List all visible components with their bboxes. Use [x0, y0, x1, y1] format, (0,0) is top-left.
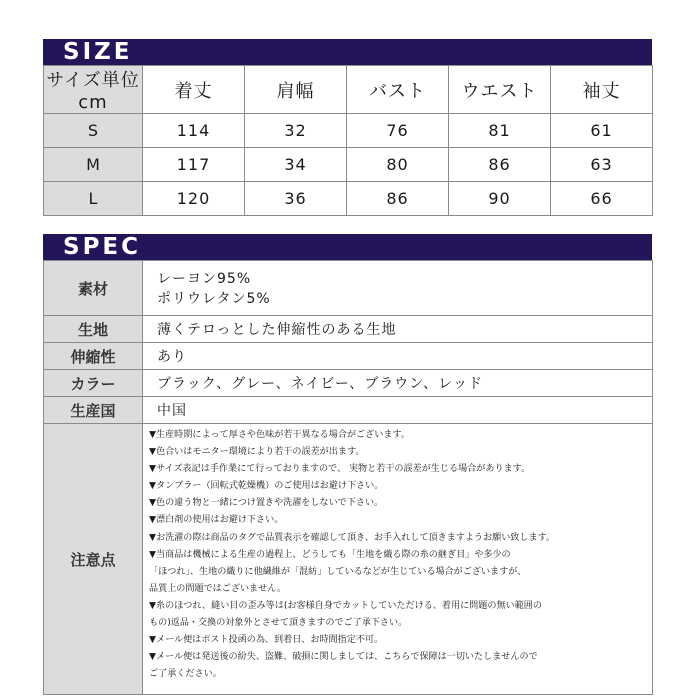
spec-label-material: 素材: [44, 261, 143, 316]
note-line: ▼漂白剤の使用はお避け下さい。: [149, 515, 284, 526]
spec-row-notes: [44, 424, 653, 695]
spec-label-stretch: 伸縮性: [44, 343, 143, 370]
spec-title: SPEC: [63, 234, 142, 260]
column-header-sleeve: 袖丈: [551, 66, 653, 114]
size-table: [43, 65, 653, 216]
size-label: L: [44, 182, 143, 216]
size-label: S: [44, 114, 143, 148]
spec-label-notes: 注意点: [44, 424, 143, 695]
size-title: SIZE: [63, 39, 133, 65]
size-row-l: [44, 182, 653, 216]
size-cell: 90: [449, 182, 551, 216]
spec-label-origin: 生産国: [44, 397, 143, 424]
size-cell: 66: [551, 182, 653, 216]
spec-value-color: ブラック、グレー、ネイビー、ブラウン、レッド: [143, 370, 653, 397]
note-line: ▼生産時期によって厚さや色味が若干異なる場合がございます。: [149, 430, 410, 440]
note-line: ▼色合いはモニター環境により若干の誤差が出ます。: [149, 447, 365, 458]
size-cell: 36: [245, 182, 347, 216]
size-unit-label: サイズ単位cm: [44, 66, 143, 114]
material-line: レーヨン95%: [157, 271, 252, 287]
spec-row-fabric: [44, 316, 653, 343]
column-header-length: 着丈: [143, 66, 245, 114]
note-line: 品質上の問題ではございません。: [149, 583, 286, 594]
spec-value-stretch: あり: [143, 343, 653, 370]
column-header-bust: バスト: [347, 66, 449, 114]
note-line: ▼メール便は発送後の紛失、盗難、破損に関しましては、こちらで保障は一切いたしませんので: [149, 652, 538, 663]
spec-row-origin: [44, 397, 653, 424]
size-cell: 117: [143, 148, 245, 182]
column-header-shoulder: 肩幅: [245, 66, 347, 114]
note-line: ▼糸のほつれ、縫い目の歪み等は(お客様自身でカットしていただける、着用に問題の無い範囲の: [149, 600, 542, 611]
note-line: ▼当商品は機械による生産の過程上、どうしても「生地を織る際の糸の継ぎ目」や多少の: [149, 549, 511, 560]
spec-value-fabric: 薄くテロっとした伸縮性のある生地: [143, 316, 653, 343]
size-row-s: [44, 114, 653, 148]
size-cell: 32: [245, 114, 347, 148]
size-cell: 86: [449, 148, 551, 182]
size-cell: 34: [245, 148, 347, 182]
size-row-m: [44, 148, 653, 182]
size-table-header-row: [44, 66, 653, 114]
spec-label-fabric: 生地: [44, 316, 143, 343]
column-header-waist: ウエスト: [449, 66, 551, 114]
size-cell: 63: [551, 148, 653, 182]
note-line: ▼色の違う物と一緒につけ置きや洗濯をしないで下さい。: [149, 498, 384, 509]
note-line: ▼メール便はポスト投函の為、到着日、お時間指定不可。: [149, 635, 384, 646]
note-line: ▼タンブラー（回転式乾燥機）のご使用はお避け下さい。: [149, 481, 384, 492]
material-line: ポリウレタン5%: [157, 291, 271, 307]
note-line: ▼サイズ表記は手作業にて行っておりますので、 実物と若干の誤差が生じる場合があります。: [149, 464, 531, 475]
note-line: 「ほつれ」、生地の織りに他繊維が「混紡」しているなどが生じている場合がございますが、: [149, 566, 527, 577]
size-label: M: [44, 148, 143, 182]
spec-row-color: [44, 370, 653, 397]
spec-table: [43, 260, 653, 695]
size-cell: 86: [347, 182, 449, 216]
size-cell: 80: [347, 148, 449, 182]
spec-value-notes: [143, 424, 653, 695]
size-cell: 120: [143, 182, 245, 216]
spec-header: [43, 234, 652, 260]
note-line: もの)返品・交換の対象外とさせて頂きますのでご了承下さい。: [149, 618, 408, 629]
spec-label-color: カラー: [44, 370, 143, 397]
spec-row-material: [44, 261, 653, 316]
size-cell: 76: [347, 114, 449, 148]
size-cell: 61: [551, 114, 653, 148]
note-line: ▼お洗濯の際は商品のタグで品質表示を確認して頂き、お手入れして頂きますようお願い致します。: [149, 532, 556, 543]
note-line: ご了承ください。: [149, 669, 222, 680]
spec-value-material: [143, 261, 653, 316]
size-cell: 81: [449, 114, 551, 148]
size-cell: 114: [143, 114, 245, 148]
spec-value-origin: 中国: [143, 397, 653, 424]
spec-row-stretch: [44, 343, 653, 370]
size-header: [43, 39, 652, 65]
